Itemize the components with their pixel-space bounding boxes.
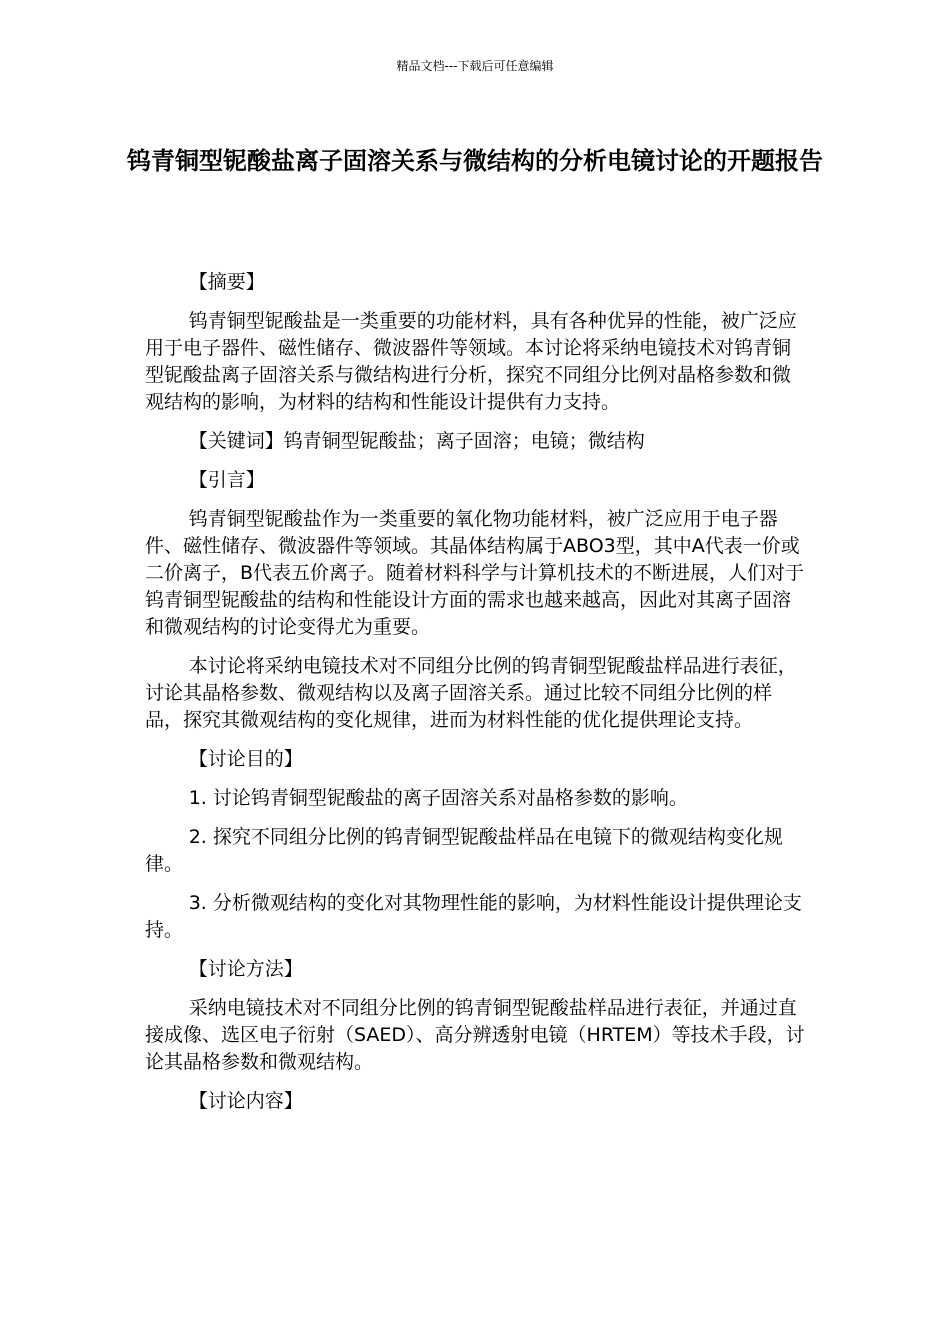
abstract-heading: 【摘要】 (188, 271, 265, 293)
introduction-paragraph: 钨青铜型铌酸盐作为一类重要的氧化物功能材料，被广泛应用于电子器件、磁性储存、微波器件等领域。其晶体结构属于ABO3型，其中A代表一价或二价离子，B代表五价离子。随着材料科学与计算机技术的不断进展，人们对于钨青铜型铌酸盐的结构和性能设计方面的需求也越来越高，因此对其离子固溶和微观结构的讨论变得尤为重要。 (145, 508, 805, 638)
objective-item: 1. 讨论钨青铜型铌酸盐的离子固溶关系对晶格参数的影响。 (188, 787, 688, 809)
introduction-heading: 【引言】 (188, 469, 265, 491)
abstract-paragraph: 钨青铜型铌酸盐是一类重要的功能材料，具有各种优异的性能，被广泛应用于电子器件、磁性储存、微波器件等领域。本讨论将采纳电镜技术对钨青铜型铌酸盐离子固溶关系与微结构进行分析，探究不同组分比例对晶格参数和微观结构的影响，为材料的结构和性能设计提供有力支持。 (145, 310, 797, 413)
document-title: 钨青铜型铌酸盐离子固溶关系与微结构的分析电镜讨论的开题报告 (127, 147, 823, 175)
methods-heading: 【讨论方法】 (188, 958, 303, 980)
objective-item: 2. 探究不同组分比例的钨青铜型铌酸盐样品在电镜下的微观结构变化规律。 (145, 826, 783, 875)
introduction-paragraph: 本讨论将采纳电镜技术对不同组分比例的钨青铜型铌酸盐样品进行表征，讨论其晶格参数、微观结构以及离子固溶关系。通过比较不同组分比例的样品，探究其微观结构的变化规律，进而为材料性能的优化提供理论支持。 (145, 655, 797, 731)
document-body (145, 269, 805, 1127)
methods-paragraph: 采纳电镜技术对不同组分比例的钨青铜型铌酸盐样品进行表征，并通过直接成像、选区电子衍射（SAED）、高分辨透射电镜（HRTEM）等技术手段，讨论其晶格参数和微观结构。 (145, 997, 805, 1073)
objectives-heading: 【讨论目的】 (188, 748, 303, 770)
header-note: 精品文档---下载后可任意编辑 (396, 59, 554, 73)
objective-item: 3. 分析微观结构的变化对其物理性能的影响，为材料性能设计提供理论支持。 (145, 892, 802, 941)
keywords-line: 【关键词】钨青铜型铌酸盐；离子固溶；电镜；微结构 (188, 430, 645, 452)
content-heading: 【讨论内容】 (188, 1090, 303, 1112)
